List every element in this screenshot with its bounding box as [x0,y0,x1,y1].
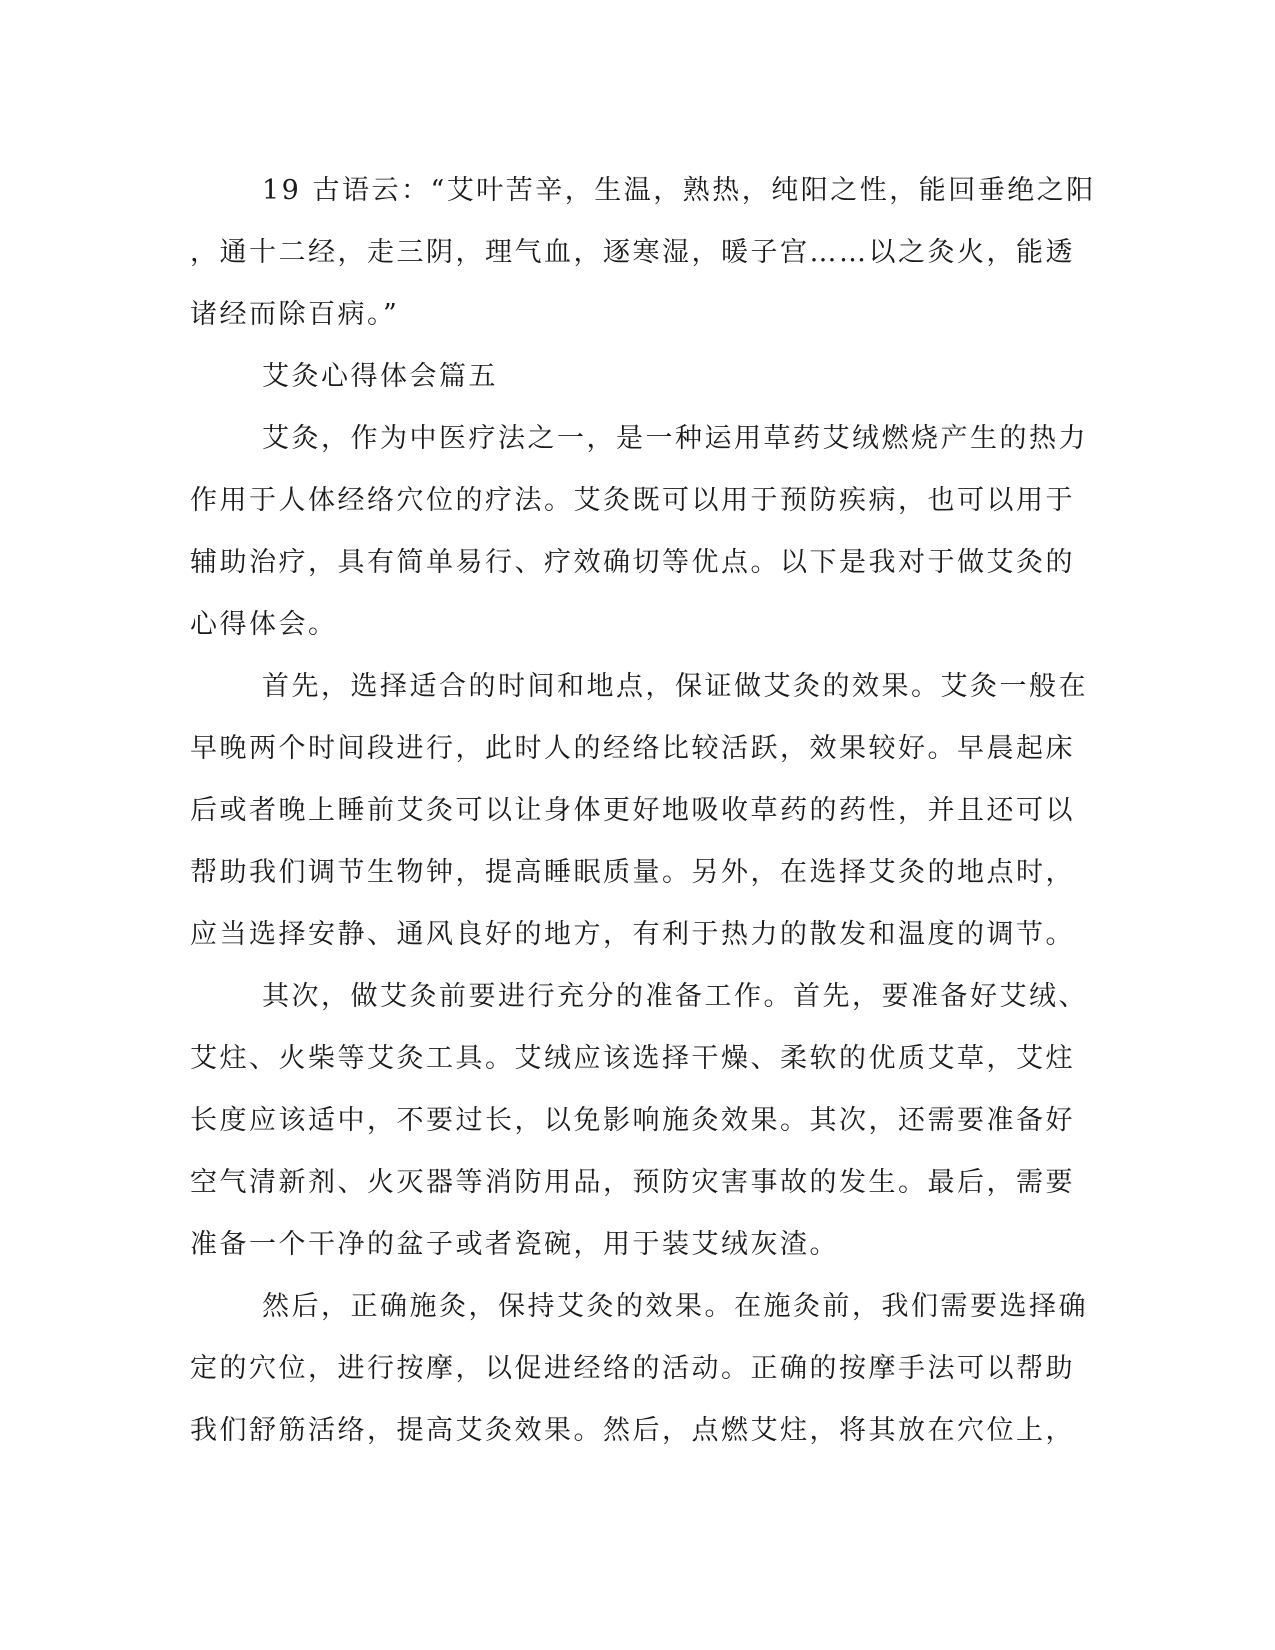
document-body [190,160,1096,1462]
text-line: 早晚两个时间段进行，此时人的经络比较活跃，效果较好。早晨起床 [190,733,1075,764]
text-line: 然后，正确施灸，保持艾灸的效果。在施灸前，我们需要选择确 [262,1291,1088,1322]
text-line: 辅助治疗，具有简单易行、疗效确切等优点。以下是我对于做艾灸的 [190,547,1075,578]
text-line: 诸经而除百病。” [190,299,400,330]
heading-text: 艾灸心得体会篇五 [262,361,498,392]
text-line: 心得体会。 [190,609,338,640]
paragraph-intro [190,408,1090,656]
text-line: ，通十二经，走三阴，理气血，逐寒湿，暖子宫……以之灸火，能透 [190,237,1075,268]
text-line: 19 古语云：“艾叶苦辛，生温，熟热，纯阳之性，能回垂绝之阳 [262,175,1096,206]
text-line: 应当选择安静、通风良好的地方，有利于热力的散发和温度的调节。 [190,919,1075,950]
text-line: 作用于人体经络穴位的疗法。艾灸既可以用于预防疾病，也可以用于 [190,485,1075,516]
text-line: 准备一个干净的盆子或者瓷碗，用于装艾绒灰渣。 [190,1229,839,1260]
text-line: 长度应该适中，不要过长，以免影响施灸效果。其次，还需要准备好 [190,1105,1075,1136]
text-line: 艾灸，作为中医疗法之一，是一种运用草药艾绒燃烧产生的热力 [262,423,1088,454]
paragraph-quote [190,160,1096,346]
text-line: 其次，做艾灸前要进行充分的准备工作。首先，要准备好艾绒、 [262,981,1088,1012]
text-line: 艾炷、火柴等艾灸工具。艾绒应该选择干燥、柔软的优质艾草，艾炷 [190,1043,1075,1074]
text-line: 首先，选择适合的时间和地点，保证做艾灸的效果。艾灸一般在 [262,671,1088,702]
section-heading [190,346,1090,408]
text-line: 帮助我们调节生物钟，提高睡眠质量。另外，在选择艾灸的地点时， [190,857,1075,888]
text-line: 空气清新剂、火灭器等消防用品，预防灾害事故的发生。最后，需要 [190,1167,1075,1198]
text-line: 后或者晚上睡前艾灸可以让身体更好地吸收草药的药性，并且还可以 [190,795,1075,826]
paragraph-third [190,1276,1090,1462]
text-line: 定的穴位，进行按摩，以促进经络的活动。正确的按摩手法可以帮助 [190,1353,1075,1384]
paragraph-first [190,656,1090,966]
text-line: 我们舒筋活络，提高艾灸效果。然后，点燃艾炷，将其放在穴位上， [190,1415,1075,1446]
paragraph-second [190,966,1090,1276]
